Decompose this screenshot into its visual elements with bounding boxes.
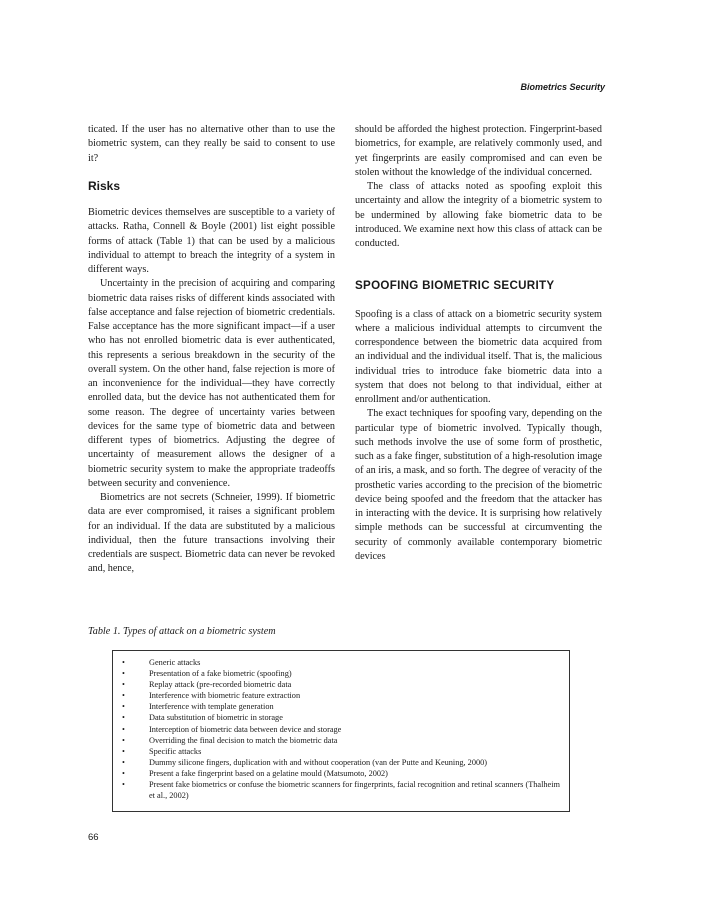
paragraph: Uncertainty in the precision of acquiring and comparing biometric data raises risks of different kinds associated with false acceptance and false rejection of biometric credentials. False acceptance has the more significant impact—if a user who has not enrolled biometric data is ever authenticated, this represents a serious breakdown in the security of the overall system. On the other hand, false rejection is more of an inconvenience for the individual—they have correctly enrolled data, but the device has not authenticated them for some reason. The degree of uncertainty varies between devices for the same type of biometric data and between different types of biometrics. Adjusting the degree of uncertainty of measurement allows the designer of a biometric security system to make the appropriate tradeoffs between security and convenience. (88, 278, 335, 489)
bullet-icon: • (122, 735, 125, 745)
paragraph: The class of attacks noted as spoofing exploit this uncertainty and allow the integrity of a biometric system to be undermined by allowing fake biometric data to be introduced. We examine next how this class of attack can be conducted. (355, 181, 602, 249)
table-list-item (122, 668, 561, 679)
bullet-icon: • (122, 680, 125, 690)
bullet-icon: • (122, 768, 125, 778)
table-list-item (122, 724, 561, 735)
table-item-text: Presentation of a fake biometric (spoofing) (149, 669, 292, 679)
table-list-item (122, 690, 561, 701)
table-list-item (122, 768, 561, 779)
table-item-text: Specific attacks (149, 746, 202, 756)
table-caption: Table 1. Types of attack on a biometric system (88, 626, 276, 637)
table-item-text: Replay attack (pre-recorded biometric data (149, 680, 292, 690)
table-item-text: Generic attacks (149, 658, 201, 667)
table-item-text: Present fake biometrics or confuse the biometric scanners for fingerprints, facial recognition and retinal scanners (Thalheim et al., 2002) (149, 780, 561, 801)
bullet-icon: • (122, 713, 125, 723)
bullet-icon: • (122, 724, 125, 734)
bullet-icon: • (122, 757, 125, 767)
table-item-text: Overriding the final decision to match the biometric data (149, 735, 338, 745)
paragraph: The exact techniques for spoofing vary, depending on the particular type of biometric involved. Typically though, such methods involve the use of some form of prosthetic, such as a fake finger, substitution of a high-resolution image of an iris, a mask, and so forth. The degree of veracity of the prosthetic varies according to the precision of the biometric device being spoofed and the freedom that the attacker has in interacting with the device. It is surprising how relatively simple methods can be successful at circumventing the security of commonly available contemporary biometric devices (355, 408, 602, 562)
table-item-text: Dummy silicone fingers, duplication with and without cooperation (van der Putte and Keuning, 2000) (149, 757, 488, 767)
table-list-item (122, 712, 561, 723)
table-list-item (122, 779, 561, 801)
table-list-item (122, 746, 561, 757)
table-item-text: Data substitution of biometric in storage (149, 713, 283, 723)
running-header: Biometrics Security (520, 82, 605, 92)
bullet-icon: • (122, 669, 125, 679)
paragraph: Biometric devices themselves are susceptible to a variety of attacks. Ratha, Connell & Boyle (2001) list eight possible forms of attack (Table 1) that can be used by a malicious individual to attempt to breach the integrity of a system in different ways. (88, 207, 335, 275)
bullet-icon: • (122, 780, 125, 790)
table-list-item (122, 679, 561, 690)
table-item-text: Present a fake fingerprint based on a gelatine mould (Matsumoto, 2002) (149, 768, 388, 778)
section-heading-spoofing: SPOOFING BIOMETRIC SECURITY (355, 279, 555, 293)
bullet-icon: • (122, 702, 125, 712)
right-column (355, 123, 602, 564)
table-item-text: Interception of biometric data between device and storage (149, 724, 342, 734)
paragraph: Spoofing is a class of attack on a biometric security system where a malicious individual attempts to circumvent the correspondence between the biometric data acquired from an individual and the individual itself. That is, the malicious individual tries to introduce fake biometric data into a system that does not belong to that individual, either at enrollment and/or authentication. (355, 308, 602, 405)
table-list-item (122, 701, 561, 712)
bullet-icon: • (122, 746, 125, 756)
table-list-item (122, 735, 561, 746)
paragraph: ticated. If the user has no alternative other than to use the biometric system, can they really be said to consent to use it? (88, 124, 335, 164)
bullet-icon: • (122, 691, 125, 701)
left-column (88, 123, 335, 577)
table-list-item (122, 757, 561, 768)
paragraph: Biometrics are not secrets (Schneier, 1999). If biometric data are ever compromised, it raises a significant problem for an individual. If the data are substituted by a malicious individual, then the future transactions involving their credentials are suspect. Biometric data can never be revoked and, hence, (88, 492, 335, 575)
table-item-text: Interference with biometric feature extraction (149, 691, 301, 701)
bullet-icon: • (122, 658, 125, 667)
page-number: 66 (88, 832, 99, 843)
attack-list (122, 657, 561, 801)
table-item-text: Interference with template generation (149, 702, 274, 712)
table-list-item (122, 657, 561, 668)
attack-types-table (112, 650, 570, 812)
paragraph: should be afforded the highest protection. Fingerprint-based biometrics, for example, are relatively commonly used, and yet fingerprints are easily compromised and can even be stolen without the knowledge of the individual concerned. (355, 124, 602, 178)
section-heading-risks: Risks (88, 178, 121, 193)
